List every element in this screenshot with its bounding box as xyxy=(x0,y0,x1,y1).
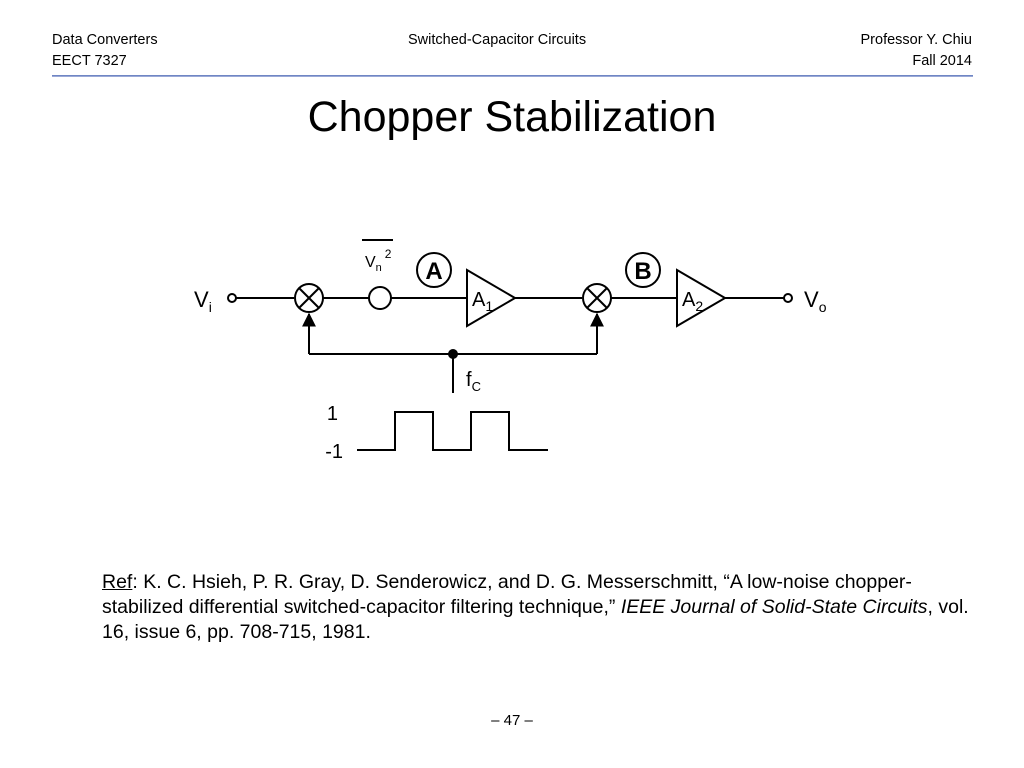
noise-source xyxy=(369,287,391,309)
node-b-label: B xyxy=(634,258,652,285)
output-terminal xyxy=(784,294,792,302)
reference-authors: : K. C. Hsieh, P. R. Gray, D. Senderowicz, and D. G. Messerschmitt, “A low-noise chopper-stabilized differential switched-capacitor filtering technique,” xyxy=(102,571,912,618)
output-label: $V_o$ xyxy=(804,287,827,315)
course-name: Data Converters xyxy=(52,32,158,48)
clock-junction xyxy=(449,350,457,358)
reference xyxy=(102,570,982,645)
page-number: – 47 – xyxy=(491,712,533,729)
chopper-waveform xyxy=(357,412,548,450)
reference-details: , vol. 16, issue 6, pp. 708-715, 1981. xyxy=(102,596,969,643)
mixer-1 xyxy=(295,284,323,312)
reference-journal: IEEE Journal of Solid-State Circuits xyxy=(620,596,928,618)
mixer-2 xyxy=(583,284,611,312)
noise-label: $V_n^2$ xyxy=(365,247,392,274)
level-high-label: 1 xyxy=(326,403,338,425)
input-terminal xyxy=(228,294,236,302)
reference-label: Ref xyxy=(102,571,133,593)
clock-label: $f_C$ xyxy=(466,369,481,394)
level-low-label: -1 xyxy=(325,441,343,463)
course-code: EECT 7327 xyxy=(52,53,127,69)
amp-1-label: $A_1$ xyxy=(472,289,494,314)
slide-title: Chopper Stabilization xyxy=(307,93,717,141)
amp-2-label: $A_2$ xyxy=(682,289,704,314)
topic: Switched-Capacitor Circuits xyxy=(408,32,587,48)
input-label: $V_i$ xyxy=(194,287,212,315)
instructor: Professor Y. Chiu xyxy=(860,32,972,48)
node-a-label: A xyxy=(425,258,443,285)
term: Fall 2014 xyxy=(912,53,972,69)
